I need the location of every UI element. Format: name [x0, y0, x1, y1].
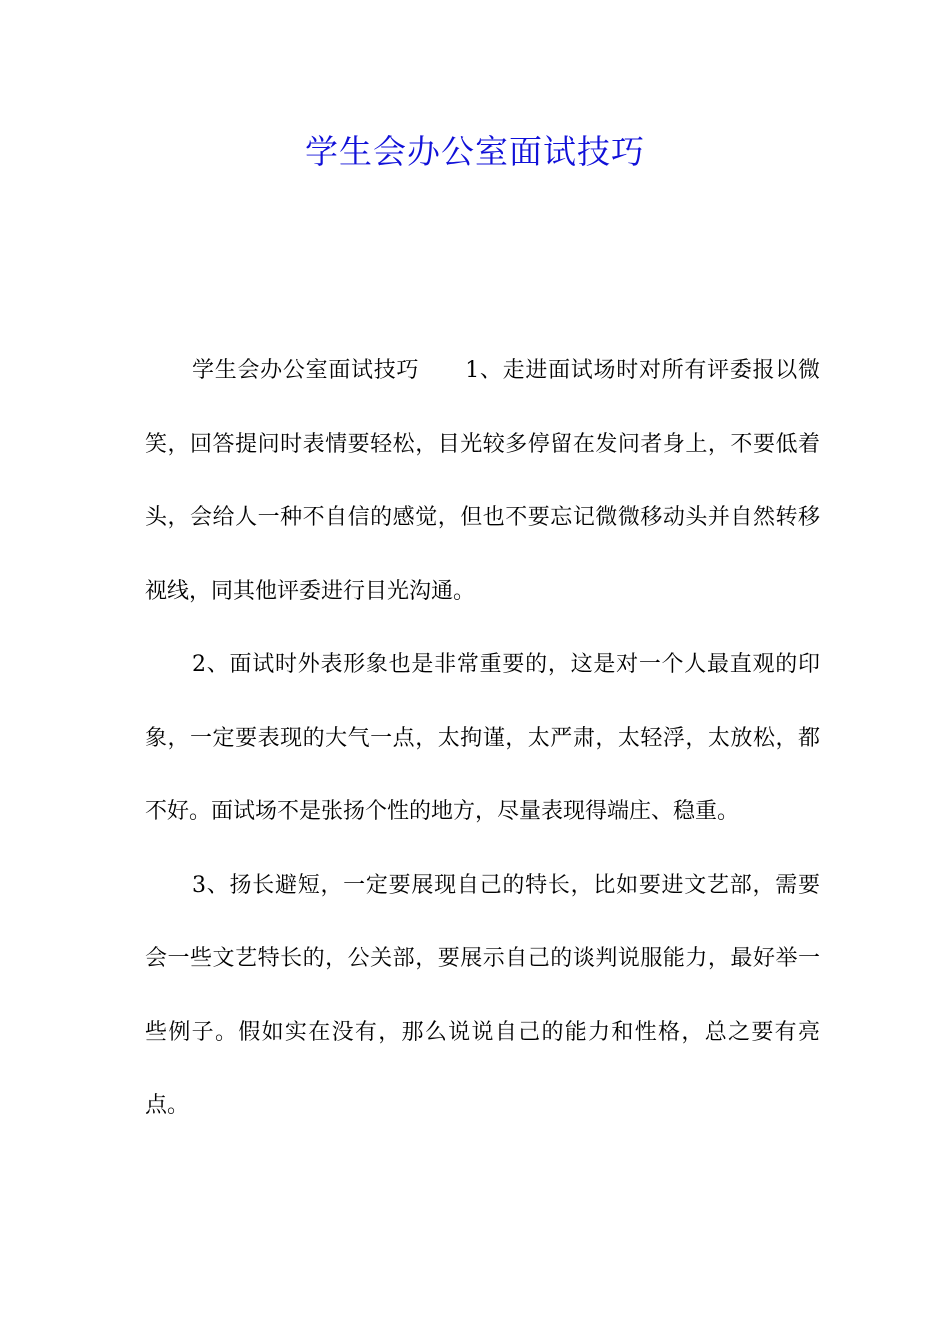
paragraph-1-text: 1、走进面试场时对所有评委报以微笑，回答提问时表情要轻松，目光较多停留在发问者身上，不要低着头，会给人一种不自信的感觉，但也不要忘记微微移动头并自然转移视线，同其他评委进行目光沟通。 [145, 358, 820, 604]
paragraph-1 [145, 334, 820, 628]
paragraph-1-lead: 学生会办公室面试技巧 [192, 358, 420, 383]
document-title: 学生会办公室面试技巧 [305, 132, 645, 171]
paragraph-2: 2、面试时外表形象也是非常重要的，这是对一个人最直观的印象，一定要表现的大气一点，太拘谨，太严肃，太轻浮，太放松，都不好。面试场不是张扬个性的地方，尽量表现得端庄、稳重。 [145, 652, 820, 824]
paragraph-3: 3、扬长避短，一定要展现自己的特长，比如要进文艺部，需要会一些文艺特长的，公关部，要展示自己的谈判说服能力，最好举一些例子。假如实在没有，那么说说自己的能力和性格，总之要有亮点。 [145, 872, 820, 1118]
document-body [145, 334, 820, 1143]
